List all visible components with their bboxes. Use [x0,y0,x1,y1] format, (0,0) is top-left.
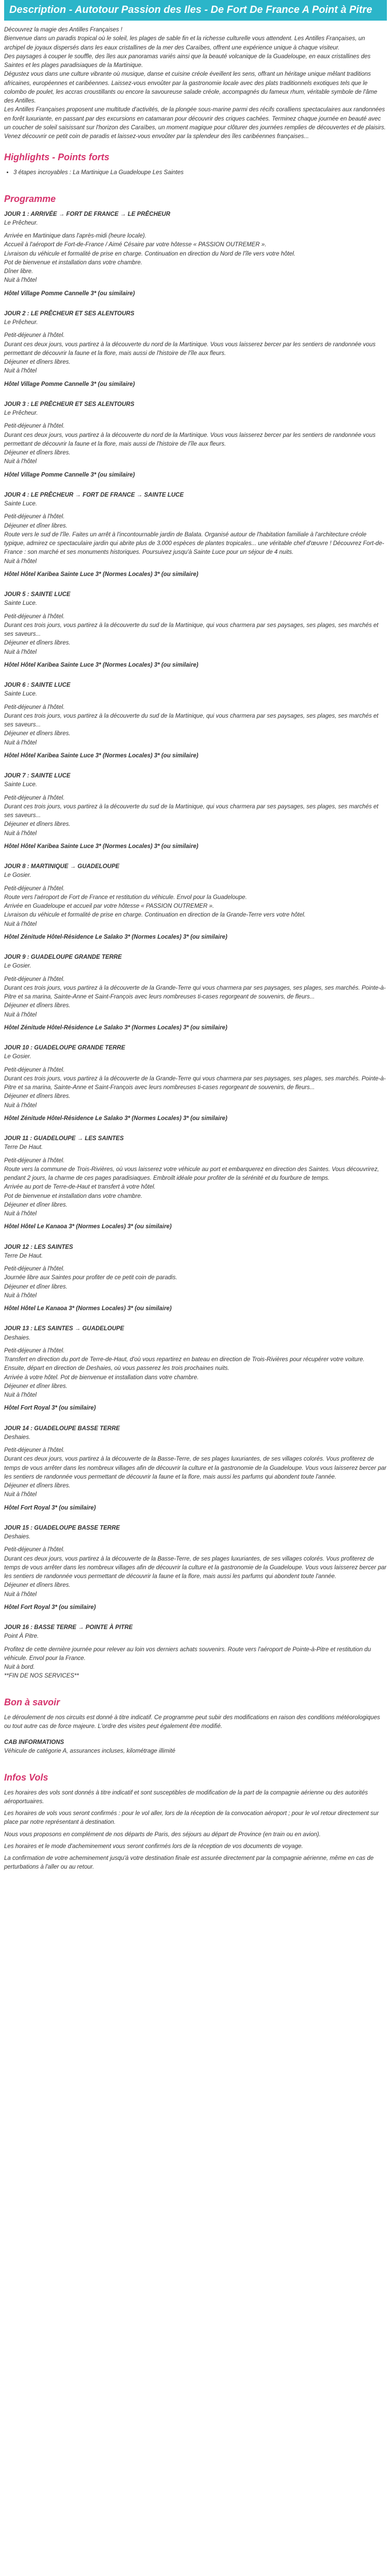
day-block [4,310,387,389]
infos-paragraph: Les horaires des vols sont donnés à titre indicatif et sont susceptibles de modification de la part de la compagnie aérienne ou des autorités aéroportuaires. [4,1789,368,1805]
day-body-line: Nuit à l'hôtel [4,368,37,375]
day-body [4,1157,387,1219]
day-body-line: Nuit à l'hôtel [4,830,37,837]
day-body-line: Durant ces deux jours, vous partirez à la découverte du nord de la Martinique. Vous vous laisserez bercer par les sentiers de randonnée vous permettant de découvrir la faune et la flore, mais aussi de l'histoire de l'île aux fleurs. [4,341,376,357]
day-block [4,681,387,760]
day-body-line: Petit-déjeuner à l'hôtel. [4,332,65,339]
day-body [4,513,387,566]
day-location: Sainte Luce. [4,501,37,507]
day-location: Le Gosier. [4,872,31,879]
day-body-line: Déjeuner et dîner libres. [4,1283,68,1290]
day-location: Deshaies. [4,1434,31,1440]
day-body-line: Petit-déjeuner à l'hôtel. [4,613,65,620]
day-body-line: Durant ces trois jours, vous partirez à la découverte de la Grande-Terre qui vous charmera par ses paysages, ses plages, ses marchés. Pointe-à-Pitre et sa marina, Sainte-Anne et Saint-François avec leurs nombreuses ti-cases regorgeant de souvenirs, de fleurs... [4,985,386,1000]
day-body-line: Nuit à l'hôtel [4,1591,37,1598]
day-hotel: Hôtel Hôtel Le Kanaoa 3* (Normes Locales) 3* (ou similaire) [4,1306,172,1312]
day-body-line: Petit-déjeuner à l'hôtel. [4,794,65,801]
day-body-line: Déjeuner et dîners libres. [4,1582,71,1589]
day-body-line: Durant ces trois jours, vous partirez à la découverte du sud de la Martinique, qui vous charmera par ses paysages, ses plages, ses marchés et ses saveurs... [4,713,379,728]
day-body-line: Nuit à l'hôtel [4,459,37,465]
day-body-line: Nuit à l'hôtel [4,649,37,655]
day-title: JOUR 1 : ARRIVÉE → FORT DE FRANCE → LE PRÊCHEUR [4,211,171,217]
day-title: JOUR 10 : GUADELOUPE GRANDE TERRE [4,1045,125,1051]
infos-text [4,1789,387,1872]
highlight-item: • 3 étapes incroyables : La Martinique La Guadeloupe Les Saintes [13,168,387,177]
day-body-line: Déjeuner et dîner libres. [4,1201,68,1208]
bon-text [4,1714,387,1732]
day-block [4,862,387,942]
day-body-line: Livraison du véhicule et formalité de prise en charge. Continuation en direction de la Grande-Terre vers votre hôtel. [4,912,306,919]
day-body-line: Déjeuner et dîners libres. [4,821,71,828]
day-body-line: Durant ces trois jours, vous partirez à la découverte du sud de la Martinique, qui vous charmera par ses paysages, ses plages, ses marchés et ses saveurs... [4,803,379,819]
day-body-line: Petit-déjeuner à l'hôtel. [4,514,65,520]
day-hotel: Hôtel Hôtel Karibea Sainte Luce 3* (Normes Locales) 3* (ou similaire) [4,843,199,850]
day-body [4,1265,387,1300]
day-body-line: Nuit à l'hôtel [4,739,37,746]
day-title: JOUR 2 : LE PRÊCHEUR ET SES ALENTOURS [4,310,135,317]
day-location: Sainte Luce. [4,600,37,607]
bon-paragraph: Le déroulement de nos circuits est donné à titre indicatif. Ce programme peut subir des modifications en raison des conditions météorologiques ou tout autre cas de force majeure. L'ordre des visites peut également être modifié. [4,1714,380,1730]
day-body-line: Déjeuner et dîner libres. [4,1383,68,1389]
cab-label: CAB INFORMATIONS [4,1739,64,1745]
day-title: JOUR 14 : GUADELOUPE BASSE TERRE [4,1425,120,1432]
day-body-line: Déjeuner et dîners libres. [4,1483,71,1489]
day-title: JOUR 13 : LES SAINTES → GUADELOUPE [4,1326,124,1332]
day-body [4,885,387,929]
day-body-line: Nuit à l'hôtel [4,1492,37,1498]
intro-paragraph: Des paysages à couper le souffle, des îles aux panoramas variés ainsi que la beauté volcanique de la Guadeloupe, en eaux cristallines des Saintes et les plages paradisiaques de la Martinique. [4,53,371,69]
day-location: Deshaies. [4,1334,31,1341]
day-body-line: Petit-déjeuner à l'hôtel. [4,1066,65,1073]
day-body-line: Nuit à l'hôtel [4,1211,37,1217]
day-body-line: Pot de bienvenue et installation dans votre chambre. [4,1193,142,1199]
day-location: Terre De Haut. [4,1252,43,1259]
day-body-line: Accueil à l'aéroport de Fort-de-France / Aimé Césaire par votre hôtesse « PASSION OUTREMER ». [4,242,267,248]
day-body-line: Déjeuner et dîners libres. [4,1003,71,1009]
day-body-line: Nuit à l'hôtel [4,1011,37,1018]
programme-heading: Programme [4,193,56,204]
day-body-line: Livraison du véhicule et formalité de prise en charge. Continuation en direction du Nord de l'île vers votre hôtel. [4,250,296,257]
day-hotel: Hôtel Hôtel Le Kanaoa 3* (Normes Locales) 3* (ou similaire) [4,1224,172,1230]
day-body-line: Arrivée en Martinique dans l'après-midi (heure locale). [4,233,146,239]
day-body-line: Petit-déjeuner à l'hôtel. [4,1447,65,1453]
day-body [4,422,387,466]
day-block [4,590,387,670]
day-body-line: Petit-déjeuner à l'hôtel. [4,704,65,710]
day-body [4,703,387,748]
infos-heading: Infos Vols [4,1772,48,1783]
day-location: Sainte Luce. [4,782,37,788]
day-location: Terre De Haut. [4,1144,43,1151]
day-location: Le Prêcheur. [4,410,38,416]
day-location: Le Gosier. [4,1054,31,1060]
day-body-line: Arrivée au port de Terre-de-Haut et transfert à votre hôtel. [4,1184,156,1191]
day-body-line: Durant ces deux jours, vous partirez à la découverte du nord de la Martinique. Vous vous laisserez bercer par les sentiers de randonnée vous permettant de découvrir la faune et la flore, mais aussi de l'histoire de l'île aux fleurs. [4,432,376,447]
day-body-line: Déjeuner et dîners libres. [4,450,71,456]
day-title: JOUR 11 : GUADELOUPE → LES SAINTES [4,1136,124,1142]
day-block [4,1243,387,1314]
day-block [4,1425,387,1513]
day-body-line: Durant ces trois jours, vous partirez à la découverte de la Grande-Terre qui vous charmera par ses paysages, ses plages, ses marchés. Pointe-à-Pitre et sa marina, Sainte-Anne et Saint-François avec leurs nombreuses ti-cases regorgeant de souvenirs, de fleurs... [4,1075,386,1091]
day-body-line: Profitez de cette dernière journée pour relever au loin vos derniers achats souvenirs. Route vers l'aéroport de Pointe-à-Pitre et restitution du véhicule. Envol pour la France. [4,1646,371,1662]
day-body-line: Arrivée à votre hôtel. Pot de bienvenue et installation dans votre chambre. [4,1374,199,1381]
day-body-line: Déjeuner et dîners libres. [4,731,71,737]
day-body-line: Petit-déjeuner à l'hôtel. [4,423,65,430]
day-body-line: Journée libre aux Saintes pour profiter de ce petit coin de paradis. [4,1275,177,1281]
day-body [4,1646,387,1681]
day-title: JOUR 5 : SAINTE LUCE [4,591,71,598]
day-body-line: Durant ces deux jours, vous partirez à la découverte de la Basse-Terre, de ses plages luxuriantes, de ses villages colorés. Vous profiterez de temps de vous arrêter dans les nombreux villages afin de découvrir la culture et la gastronomie de la Guadeloupe. Vous vous laisserez bercer par les sentiers de randonnée vous permettant de découvrir la faune et la flore, mais aussi les parfums qui abondent toute l'année. [4,1456,387,1480]
day-hotel: Hôtel Hôtel Karibea Sainte Luce 3* (Normes Locales) 3* (ou similaire) [4,571,199,578]
day-body-line: Nuit à l'hôtel [4,277,37,284]
day-location: Le Prêcheur. [4,319,38,326]
day-location: Deshaies. [4,1534,31,1540]
day-block [4,1325,387,1413]
day-block [4,1524,387,1612]
day-title: JOUR 8 : MARTINIQUE → GUADELOUPE [4,863,120,870]
infos-paragraph: Nous vous proposons en complément de nos départs de Paris, des séjours au départ de Province (en train ou en avion). [4,1831,321,1838]
day-hotel: Hôtel Fort Royal 3* (ou similaire) [4,1504,96,1511]
day-hotel: Hôtel Fort Royal 3* (ou similaire) [4,1604,96,1611]
day-body [4,975,387,1020]
day-body [4,331,387,376]
day-body-line: Durant ces deux jours, vous partirez à la découverte de la Basse-Terre, de ses plages luxuriantes, de ses villages colorés. Vous profiterez de temps de vous arrêter dans les nombreux villages afin de découvrir la culture et la gastronomie de la Guadeloupe. Vous vous laisserez bercer par les sentiers de randonnée vous permettant de découvrir la faune et la flore, mais aussi les parfums qui abondent toute l'année. [4,1555,387,1580]
page-title: Description - Autotour Passion des Iles - De Fort De France A Point à Pitre [4,0,387,21]
day-body-line: Petit-déjeuner à l'hôtel. [4,1157,65,1164]
day-body-line: Petit-déjeuner à l'hôtel. [4,1347,65,1354]
day-body-line: Nuit à l'hôtel [4,558,37,565]
programme-days [4,210,387,1681]
day-body-line: Route vers le sud de l'île. Faites un arrêt à l'incontournable jardin de Balata. Organisé autour de l'habitation familiale à l'architecture créole typique, admirez ce spectaculaire jardin qui abrite plus de 3.000 espèces de plantes tropicales... une véritable chef d'œuvre ! Découvrez Fort-de-France : son marché et ses monuments historiques. Poursuivez jusqu'à Sainte Luce pour un séjour de 4 nuits. [4,531,384,556]
day-title: JOUR 6 : SAINTE LUCE [4,682,71,688]
intro-paragraph: Bienvenue dans un paradis tropical où le soleil, les plages de sable fin et la richesse culturelle vous attendent. Les Antilles Françaises, un archipel de joyaux dispersés dans les eaux cristallines de la mer des Caraïbes, offrent une expérience unique à chaque visiteur. [4,36,365,51]
day-body-line: Nuit à l'hôtel [4,1392,37,1398]
day-body-line: Nuit à l'hôtel [4,1292,37,1299]
day-hotel: Hôtel Village Pomme Cannelle 3* (ou similaire) [4,381,135,387]
day-block [4,1134,387,1232]
day-block [4,953,387,1032]
day-block [4,1623,387,1681]
day-hotel: Hôtel Hôtel Karibea Sainte Luce 3* (Normes Locales) 3* (ou similaire) [4,662,199,668]
day-body-line: Nuit à l'hôtel [4,921,37,927]
day-title: JOUR 16 : BASSE TERRE → POINTE À PITRE [4,1624,133,1631]
highlights-heading: Highlights - Points forts [4,152,109,163]
day-body [4,613,387,657]
day-body [4,1066,387,1110]
bon-heading: Bon à savoir [4,1697,60,1707]
day-body [4,794,387,838]
day-body-line: Nuit à bord. [4,1664,35,1670]
day-hotel: Hôtel Zénitude Hôtel-Résidence Le Salako 3* (Normes Locales) 3* (ou similaire) [4,1115,227,1122]
day-title: JOUR 9 : GUADELOUPE GRANDE TERRE [4,954,122,960]
day-location: Le Gosier. [4,963,31,970]
day-title: JOUR 4 : LE PRÊCHEUR → FORT DE FRANCE → SAINTE LUCE [4,492,184,498]
day-body-line: Nuit à l'hôtel [4,1102,37,1109]
day-body-line: **FIN DE NOS SERVICES** [4,1673,79,1680]
day-block [4,491,387,579]
day-title: JOUR 15 : GUADELOUPE BASSE TERRE [4,1524,120,1531]
day-title: JOUR 12 : LES SAINTES [4,1244,73,1250]
day-body-line: Déjeuner et dîner libres. [4,522,68,529]
day-block [4,1044,387,1123]
day-body-line: Petit-déjeuner à l'hôtel. [4,1547,65,1553]
day-body-line: Déjeuner et dîners libres. [4,359,71,365]
intro-paragraph: Découvrez la magie des Antilles Françaises ! [4,27,123,33]
day-body-line: Petit-déjeuner à l'hôtel. [4,976,65,982]
highlights-list [13,168,387,177]
day-body [4,1546,387,1599]
day-body [4,1347,387,1400]
day-body-line: Dîner libre. [4,268,34,275]
day-hotel: Hôtel Village Pomme Cannelle 3* (ou similaire) [4,471,135,478]
day-hotel: Hôtel Village Pomme Cannelle 3* (ou similaire) [4,290,135,297]
day-body [4,232,387,285]
day-block [4,400,387,480]
day-hotel: Hôtel Zénitude Hôtel-Résidence Le Salako 3* (Normes Locales) 3* (ou similaire) [4,1024,227,1031]
day-body [4,1446,387,1500]
day-block [4,210,387,298]
day-body-line: Transfert en direction du port de Terre-de-Haut, d'où vous repartirez en bateau en direction de Trois-Rivières pour récupérer votre voiture. Ensuite, départ en direction de Deshaies, où vous passerez les trois prochaines nuits. [4,1357,365,1372]
infos-paragraph: Les horaires et le mode d'acheminement vous seront confirmés lors de la réception de vos documents de voyage. [4,1843,303,1850]
day-body-line: Déjeuner et dîners libres. [4,640,71,647]
day-body-line: Arrivée en Guadeloupe et accueil par votre hôtesse « PASSION OUTREMER ». [4,903,214,909]
day-location: Point À Pitre. [4,1633,39,1640]
day-block [4,772,387,851]
day-title: JOUR 7 : SAINTE LUCE [4,773,71,779]
infos-paragraph: La confirmation de votre acheminement jusqu'à votre destination finale est assurée directement par la compagnie aérienne, même en cas de perturbations à l'aller ou au retour. [4,1855,374,1871]
day-body-line: Petit-déjeuner à l'hôtel. [4,1266,65,1272]
intro-paragraph: Dégustez vous dans une culture vibrante où musique, danse et cuisine créole éveillent les sens, offrant un héritage unique mêlant traditions africaines, européennes et caribéennes. Laissez-vous envoûter par la gastronomie locale avec des plats traditionnels exotiques tels que le colombo de poulet, les accras croustillants ou encore la savoureuse salade créole, accompagnés du fameux rhum, véritable symbole de l'âme des Antilles. [4,71,378,104]
day-body-line: Déjeuner et dîners libres. [4,1093,71,1100]
day-body-line: Pot de bienvenue et installation dans votre chambre. [4,259,142,266]
day-location: Le Prêcheur. [4,219,38,226]
day-body-line: Route vers la commune de Trois-Rivières, où vous laisserez votre véhicule au port et embarquerez en direction des Saintes. Vous découvrirez, pendant 2 jours, la charme de ces pages paradisiaques. Embroilt idéale pour profiter de la sérénité et du fourbure de temps. [4,1166,379,1181]
day-title: JOUR 3 : LE PRÊCHEUR ET SES ALENTOURS [4,401,135,408]
day-body-line: Route vers l'aéroport de Fort de France et restitution du véhicule. Envol pour la Guadeloupe. [4,894,247,901]
day-body-line: Durant ces trois jours, vous partirez à la découverte du sud de la Martinique, qui vous charmera par ses paysages, ses plages, ses marchés et ses saveurs... [4,622,379,637]
day-hotel: Hôtel Hôtel Karibea Sainte Luce 3* (Normes Locales) 3* (ou similaire) [4,752,199,759]
day-hotel: Hôtel Fort Royal 3* (ou similaire) [4,1405,96,1412]
intro [4,26,387,141]
day-location: Sainte Luce. [4,691,37,698]
infos-paragraph: Les horaires de vols vous seront confirmés : pour le vol aller, lors de la réception de la convocation aéroport ; pour le vol retour directement sur place par notre représentant à destination. [4,1810,379,1826]
day-hotel: Hôtel Zénitude Hôtel-Résidence Le Salako 3* (Normes Locales) 3* (ou similaire) [4,934,227,940]
cab-text: Véhicule de catégorie A, assurances incluses, kilométrage illimité [4,1748,175,1755]
day-body-line: Petit-déjeuner à l'hôtel. [4,885,65,892]
intro-paragraph: Les Antilles Françaises proposent une multitude d'activités, de la plongée sous-marine parmi des récifs coralliens spectaculaires aux randonnées en forêt luxuriante, en passant par des excursions en catamaran pour découvrir des criques cachées. Terminez chaque journée en beauté avec un coucher de soleil saisissant sur l'horizon des Caraïbes, un moment magique pour clôturer des journées remplies de découvertes et de plaisirs. [4,107,386,131]
intro-paragraph: Venez découvrir ce petit coin de paradis et laissez-vous envoûter par la splendeur des îles caribéennes françaises... [4,133,309,140]
